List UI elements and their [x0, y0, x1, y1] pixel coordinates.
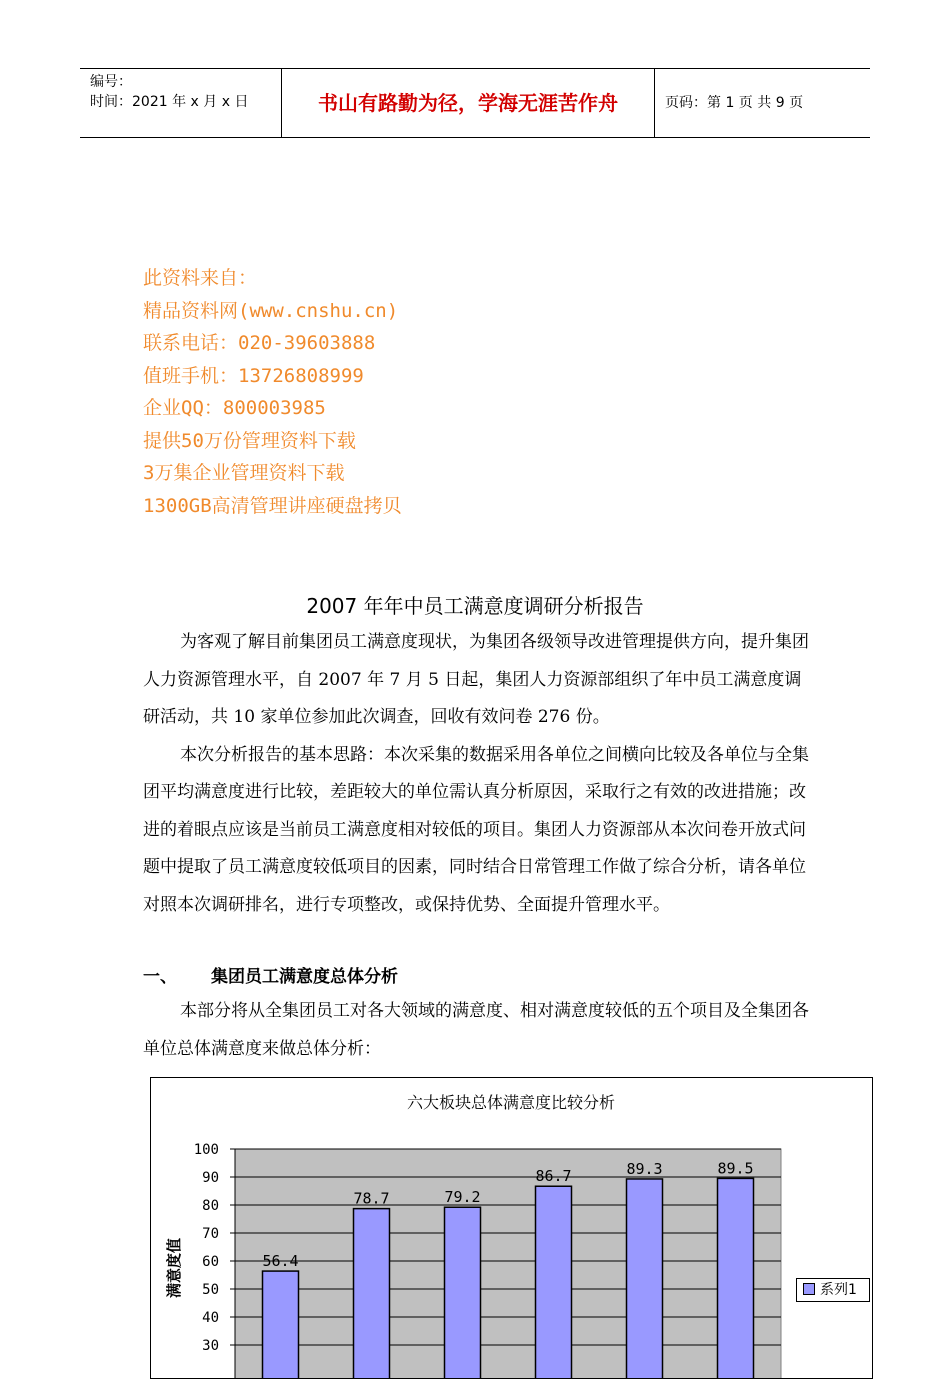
bar: [445, 1207, 481, 1378]
section-number: 一、: [143, 967, 177, 987]
bar-value-label: 79.2: [444, 1188, 481, 1207]
y-tick-label: 80: [202, 1198, 219, 1214]
bar: [263, 1271, 299, 1378]
header-meta-cell: [80, 69, 280, 137]
source-line: 3万集企业管理资料下载: [143, 462, 345, 484]
source-line: 值班手机：13726808999: [143, 364, 364, 387]
bar-value-label: 78.7: [353, 1189, 390, 1208]
y-tick-label: 30: [202, 1338, 219, 1354]
bar-chart: [150, 1077, 873, 1379]
source-line: 1300GB高清管理讲座硬盘拷贝: [143, 494, 402, 517]
chart-title: 六大板块总体满意度比较分析: [406, 1093, 616, 1112]
paragraph-approach: 本次分析报告的基本思路：本次采集的数据采用各单位之间横向比较及各单位与全集团平均满意度进行比较，差距较大的单位需认真分析原因，采取行之有效的改进措施；改进的着眼点应该是当前员工满意度相对较低的项目。集团人力资源部从本次问卷开放式问题中提取了员工满意度较低项目的因素，同时结合日常管理工作做了综合分析，请各单位对照本次调研排名，进行专项整改，或保持优势、全面提升管理水平。: [143, 744, 809, 915]
bar: [354, 1209, 390, 1378]
source-line: 企业QQ：800003985: [143, 397, 326, 419]
serial-label: 编号：: [90, 74, 132, 90]
bar-value-label: 89.3: [626, 1159, 663, 1178]
bar-value-label: 89.5: [717, 1159, 754, 1178]
source-line: 此资料来自：: [143, 267, 258, 289]
bar-chart-svg: [151, 1078, 872, 1378]
y-tick-label: 40: [202, 1310, 219, 1326]
legend-swatch: [803, 1283, 815, 1295]
y-tick-label: 100: [193, 1142, 219, 1158]
source-line: 提供50万份管理资料下载: [143, 429, 356, 452]
y-tick-label: 70: [202, 1226, 219, 1242]
y-tick-label: 90: [202, 1170, 219, 1186]
bar: [627, 1179, 663, 1378]
section-heading: [143, 962, 398, 992]
motto: 书山有路勤为径，学海无涯苦作舟: [318, 91, 618, 115]
header-motto-cell: [281, 69, 655, 137]
bar: [718, 1178, 754, 1378]
paragraph-section-intro: 本部分将从全集团员工对各大领域的满意度、相对满意度较低的五个项目及全集团各单位总体满意度来做总体分析：: [143, 1001, 809, 1059]
bar: [536, 1186, 572, 1378]
y-axis-label: 满意度值: [165, 1237, 183, 1299]
time-label: 时间：2021 年 x 月 x 日: [90, 94, 249, 110]
report-title: 2007 年年中员工满意度调研分析报告: [306, 594, 644, 618]
header-page-cell: [655, 69, 870, 137]
page-header: [80, 68, 870, 138]
section-title: 集团员工满意度总体分析: [211, 967, 398, 987]
bar-value-label: 86.7: [535, 1167, 572, 1186]
y-tick-label: 60: [202, 1254, 219, 1270]
report-body-section: [143, 993, 813, 1068]
bar-value-label: 56.4: [262, 1252, 299, 1271]
paragraph-intro: 为客观了解目前集团员工满意度现状，为集团各级领导改进管理提供方向，提升集团人力资源管理水平，自 2007 年 7 月 5 日起，集团人力资源部组织了年中员工满意度调研活动，共 10 家单位参加此次调查，回收有效问卷 276 份。: [143, 632, 809, 727]
source-line: 精品资料网(www.cnshu.cn): [143, 299, 399, 322]
source-line: 联系电话：020-39603888: [143, 332, 376, 354]
report-body-top: [143, 624, 813, 924]
source-info: [143, 262, 402, 522]
y-tick-label: 50: [202, 1282, 219, 1298]
page-number: 页码：第 1 页 共 9 页: [665, 95, 804, 111]
legend-label: 系列1: [820, 1282, 857, 1298]
chart-legend: [796, 1278, 870, 1302]
